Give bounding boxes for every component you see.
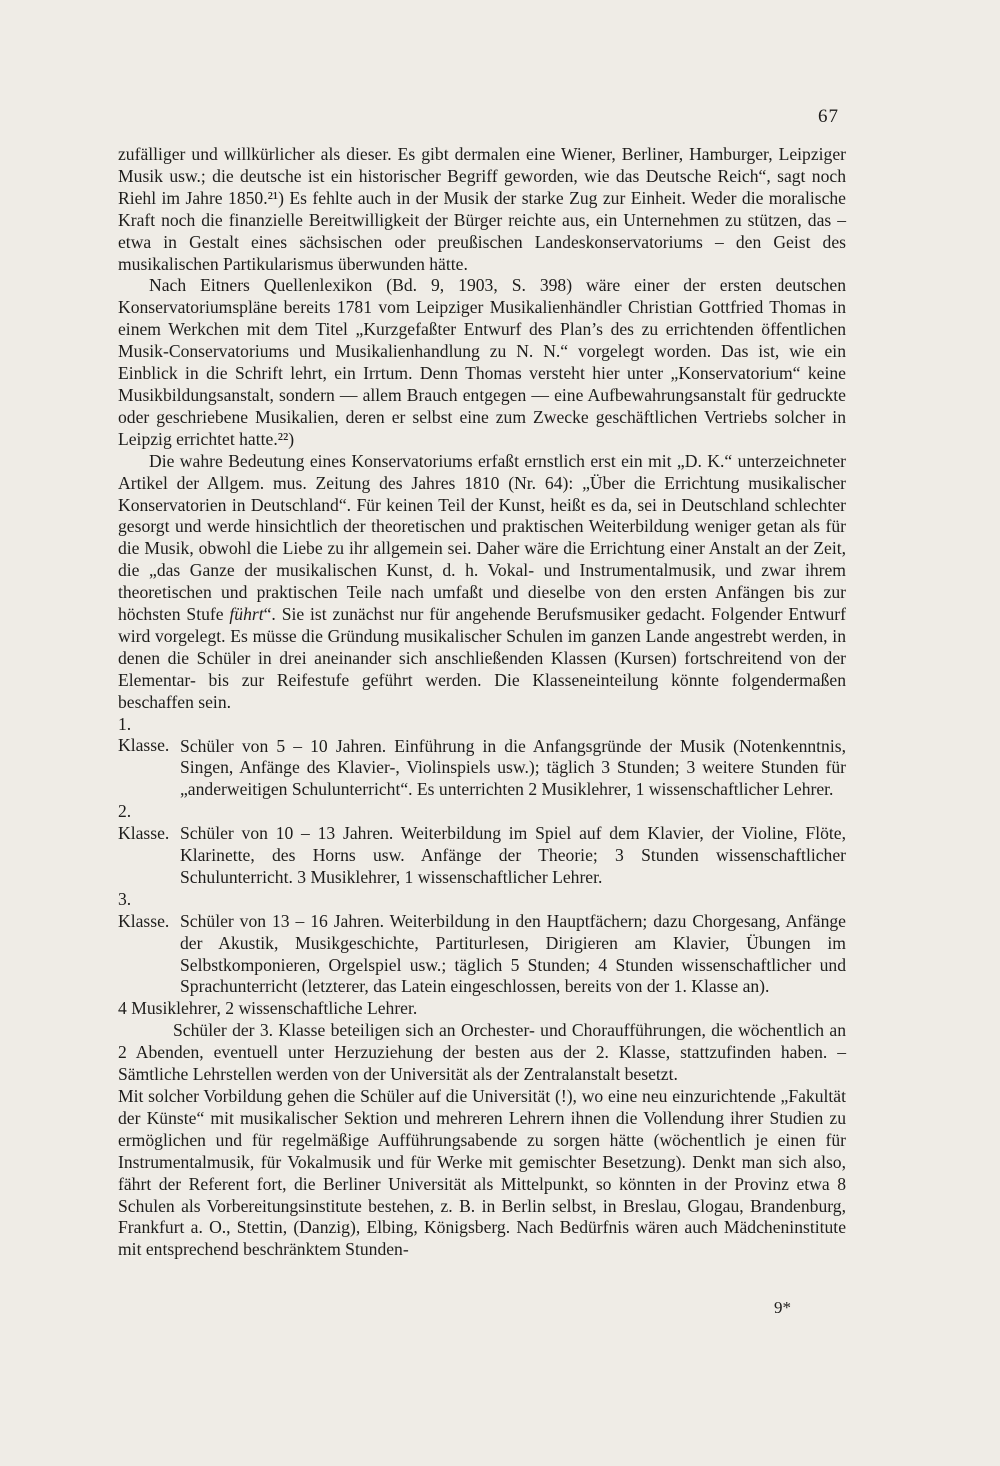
paragraph-continuation: zufälliger und willkürlicher als dieser. Es gibt dermalen eine Wiener, Berliner, Hamburger, Leipziger Musik usw.; die deutsche ist ein historischer Begriff geworden, wie das Deutsche Reich“, sagt noch Riehl im Jahre 1850.²¹) Es fehlte auch in der Musik der starke Zug zur Einheit. Weder die moralische Kraft noch die finanzielle Bereitwilligkeit der Bürger reichte aus, ein Unternehmen zu stützen, das – etwa in Gestalt eines sächsischen oder preußischen Landeskonservatoriums – den Geist des musikalischen Partikularismus überwunden hätte.	[118, 144, 846, 274]
paragraph-schueler: Schüler der 3. Klasse beteiligen sich an Orchester- und Choraufführungen, die wöchentlich an 2 Abenden, eventuell unter Herzuziehung der besten aus der 2. Klasse, stattzufinden haben. – Sämtliche Lehrstellen werden von der Universität als der Zentralanstalt besetzt.	[118, 1020, 846, 1085]
paragraph-bedeutung-text-a: Die wahre Bedeutung eines Konservatoriums erfaßt ernstlich erst ein mit „D. K.“ unterzeichneter Artikel der Allgem. mus. Zeitung des Jahres 1810 (Nr. 64): „Über die Errichtung musikalischer Konservatorien in Deutschland“. Für keinen Teil der Kunst, heißt es da, sei in Deutschland schlechter gesorgt und werde hinsichtlich der theoretischen und praktischen Weiterbildung weniger getan als für die Musik, obwohl die Liebe zu ihr allgemein sei. Daher wäre die Errichtung einer Anstalt an der Zeit, die „das Ganze der musikalischen Kunst, d. h. Vokal- und Instrumentalmusik, und zwar ihrem theoretischen und praktischen Teile nach umfaßt und dieselbe von den ersten Anfängen bis zur höchsten Stufe	[118, 450, 846, 625]
page-number: 67	[818, 106, 839, 127]
klasse-item-3	[118, 889, 846, 999]
signature-mark: 9*	[774, 1298, 791, 1317]
italic-word: führt	[229, 604, 264, 625]
klasse-label: 3. Klasse.	[118, 888, 170, 931]
klasse-text: Schüler von 13 – 16 Jahren. Weiterbildung in den Hauptfächern; dazu Chorgesang, Anfänge der Akustik, Musikgeschichte, Partiturlesen, Dirigieren am Klavier, Übungen im Selbstkomponieren, Orgelspiel usw.; täglich 5 Stunden; 4 Stunden wissenschaftlicher und Sprachunterricht (letzterer, das Latein eingeschlossen, bereits von der 1. Klasse an).	[180, 910, 846, 997]
klasse-text: Schüler von 5 – 10 Jahren. Einführung in die Anfangsgründe der Musik (Notenkenntnis, Singen, Anfänge des Klavier-, Violinspiels usw.); täglich 3 Stunden; 3 weitere Stunden für „anderweitigen Schulunterricht“. Es unterrichten 2 Musiklehrer, 1 wissenschaftlicher Lehrer.	[180, 735, 846, 800]
paragraph-bedeutung-text-b: “. Sie ist zunächst nur für angehende Berufsmusiker gedacht. Folgender Entwurf wird vorgelegt. Es müsse die Gründung musikalischer Schulen im ganzen Lande angestrebt werden, in denen die Schüler in drei aneinander sich anschließenden Klassen (Kursen) fortschreitend von der Elementar- bis zur Reifestufe geführt werden. Die Klasseneinteilung könnte folgendermaßen beschaffen sein.	[118, 604, 846, 712]
klasse-item-1	[118, 714, 846, 802]
klasse-text: Schüler von 10 – 13 Jahren. Weiterbildung im Spiel auf dem Klavier, der Violine, Flöte, Klarinette, des Horns usw. Anfänge der Theorie; 3 Stunden wissenschaftlicher Schulunterricht. 3 Musiklehrer, 1 wissenschaftlicher Lehrer.	[180, 823, 846, 887]
paragraph-universitaet: Mit solcher Vorbildung gehen die Schüler auf die Universität (!), wo eine neu einzurichtende „Fakultät der Künste“ mit musikalischer Sektion und mehreren Lehrern ihnen die Vollendung ihrer Studien zu ermöglichen und für regelmäßige Aufführungsabende zu sorgen hätte (wöchentlich je einen für Instrumentalmusik, für Vokalmusik und für Werke mit gemischter Besetzung). Denkt man sich also, fährt der Referent fort, die Berliner Universität als Mittelpunkt, so könnten in der Provinz etwa 8 Schulen als Vorbereitungsinstitute bestehen, z. B. in Berlin selbst, in Breslau, Glogau, Brandenburg, Frankfurt a. O., Stettin, (Danzig), Elbing, Königsberg. Nach Bedürfnis wären auch Mädcheninstitute mit entsprechend beschränktem Stunden-	[118, 1085, 846, 1260]
body-text	[118, 144, 846, 1261]
klasse-label: 1. Klasse.	[118, 713, 170, 756]
paragraph-eitner: Nach Eitners Quellenlexikon (Bd. 9, 1903, S. 398) wäre einer der ersten deutschen Konservatoriumspläne bereits 1781 vom Leipziger Musikalienhändler Christian Gottfried Thomas in einem Werkchen mit dem Titel „Kurzgefaßter Entwurf des Plan’s des zu errichtenden öffentlichen Musik-Conservatoriums und Musikalienhandlung zu N. N.“ vorgelegt worden. Das ist, wie ein Einblick in die Schrift lehrt, ein Irrtum. Denn Thomas versteht hier unter „Konservatorium“ keine Musikbildungsanstalt, sondern — allem Brauch entgegen — eine Aufbewahrungsanstalt für gedruckte oder geschriebene Musikalien, deren er selbst eine zum Zwecke geschäftlichen Vertriebs solcher in Leipzig errichtet hatte.²²)	[118, 275, 846, 449]
klasse-3-teachers: 4 Musiklehrer, 2 wissenschaftliche Lehrer.	[118, 998, 418, 1019]
klasse-label: 2. Klasse.	[118, 801, 170, 844]
paragraph-bedeutung	[118, 451, 846, 714]
klasse-item-2	[118, 801, 846, 889]
